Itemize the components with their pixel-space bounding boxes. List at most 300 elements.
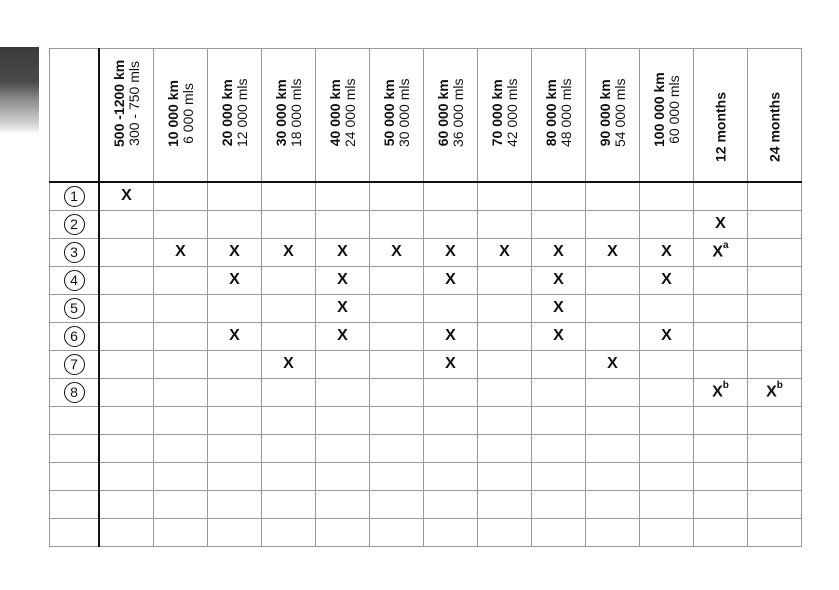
schedule-cell [424, 378, 478, 406]
schedule-cell [154, 266, 208, 294]
schedule-cell [532, 378, 586, 406]
schedule-cell [154, 518, 208, 546]
interval-header-wrap [586, 49, 639, 181]
schedule-cell [154, 462, 208, 490]
schedule-cell [262, 518, 316, 546]
schedule-cell [370, 518, 424, 546]
schedule-cell [478, 238, 532, 266]
interval-primary-label: 50 000 km [380, 79, 397, 147]
schedule-cell [154, 210, 208, 238]
interval-header-text [767, 92, 782, 162]
interval-header-wrap [640, 49, 693, 181]
schedule-cell [478, 182, 532, 210]
schedule-cell [586, 182, 640, 210]
schedule-cell [99, 518, 154, 546]
schedule-cell [478, 294, 532, 322]
row-index-cell [50, 266, 100, 294]
schedule-cell [748, 406, 802, 434]
schedule-cell [478, 406, 532, 434]
interval-header-wrap [370, 49, 423, 181]
table-row [50, 322, 802, 350]
service-mark: X [661, 327, 672, 344]
service-mark: X [445, 355, 456, 372]
schedule-cell [370, 350, 424, 378]
schedule-cell [478, 434, 532, 462]
service-mark: X [607, 355, 618, 372]
interval-header-8 [532, 49, 586, 183]
interval-header-9 [586, 49, 640, 183]
row-index-cell [50, 182, 100, 210]
schedule-cell [370, 182, 424, 210]
table-row [50, 518, 802, 546]
schedule-cell [532, 294, 586, 322]
interval-header-wrap [478, 49, 531, 181]
schedule-cell [316, 182, 370, 210]
schedule-cell [478, 490, 532, 518]
interval-header-text [436, 79, 466, 147]
table-row [50, 294, 802, 322]
interval-header-wrap [316, 49, 369, 181]
interval-primary-label: 24 months [766, 91, 782, 162]
interval-header-10 [640, 49, 694, 183]
interval-primary-label: 70 000 km [488, 79, 505, 147]
schedule-cell [694, 378, 748, 406]
row-index-cell [50, 462, 100, 490]
schedule-cell [316, 266, 370, 294]
schedule-cell [424, 294, 478, 322]
maintenance-schedule-table [49, 48, 802, 547]
schedule-cell [424, 238, 478, 266]
circled-number-icon: 2 [64, 214, 85, 235]
service-mark: X [337, 243, 348, 260]
schedule-cell [748, 462, 802, 490]
schedule-cell [586, 210, 640, 238]
schedule-cell [640, 462, 694, 490]
chapter-tab-marker [0, 47, 39, 134]
footnote-marker: a [723, 240, 729, 252]
schedule-cell [208, 266, 262, 294]
schedule-cell [316, 518, 370, 546]
service-mark: X [337, 327, 348, 344]
schedule-cell [532, 322, 586, 350]
interval-header-text [328, 79, 358, 147]
schedule-cell [262, 294, 316, 322]
schedule-cell [694, 434, 748, 462]
chapter-tab-line [6, 137, 34, 139]
schedule-cell [424, 322, 478, 350]
schedule-cell [748, 490, 802, 518]
schedule-cell [478, 266, 532, 294]
interval-header-text [598, 79, 628, 147]
schedule-cell [424, 350, 478, 378]
schedule-cell [424, 518, 478, 546]
schedule-cell [262, 406, 316, 434]
schedule-cell [586, 406, 640, 434]
service-mark: X [712, 243, 724, 261]
interval-header-wrap [208, 49, 261, 181]
service-mark: X [229, 243, 240, 260]
service-mark: X [553, 299, 564, 316]
schedule-cell [424, 266, 478, 294]
schedule-cell [748, 182, 802, 210]
row-index-cell [50, 350, 100, 378]
schedule-cell [370, 462, 424, 490]
interval-header-4 [316, 49, 370, 183]
schedule-cell [586, 434, 640, 462]
schedule-cell [640, 182, 694, 210]
interval-header-wrap [262, 49, 315, 181]
schedule-cell [262, 266, 316, 294]
service-mark: X [715, 215, 726, 232]
schedule-cell [586, 294, 640, 322]
schedule-cell [586, 462, 640, 490]
schedule-cell [99, 434, 154, 462]
table-row [50, 210, 802, 238]
schedule-cell [99, 406, 154, 434]
schedule-cell [99, 238, 154, 266]
interval-header-7 [478, 49, 532, 183]
schedule-cell [748, 238, 802, 266]
schedule-cell [640, 266, 694, 294]
footnote-marker: b [722, 380, 729, 392]
schedule-cell [262, 434, 316, 462]
schedule-cell [748, 350, 802, 378]
schedule-cell [478, 350, 532, 378]
schedule-cell [316, 406, 370, 434]
schedule-cell [262, 238, 316, 266]
schedule-cell [99, 210, 154, 238]
interval-secondary-label: 42 000 mls [503, 78, 520, 147]
schedule-cell [208, 434, 262, 462]
schedule-cell [532, 266, 586, 294]
schedule-cell [640, 210, 694, 238]
schedule-cell [99, 350, 154, 378]
schedule-cell [154, 294, 208, 322]
table-row [50, 406, 802, 434]
interval-header-3 [262, 49, 316, 183]
interval-header-wrap [748, 49, 801, 181]
row-index-cell [50, 378, 100, 406]
schedule-cell [262, 210, 316, 238]
schedule-cell [370, 294, 424, 322]
service-mark: X [175, 243, 186, 260]
schedule-cell [370, 266, 424, 294]
interval-header-5 [370, 49, 424, 183]
schedule-cell [316, 322, 370, 350]
row-index-cell [50, 406, 100, 434]
schedule-cell [99, 490, 154, 518]
table-row [50, 266, 802, 294]
service-mark: X [337, 271, 348, 288]
schedule-cell [748, 434, 802, 462]
interval-header-1 [154, 49, 208, 183]
interval-primary-label: 100 000 km [650, 72, 667, 147]
schedule-cell [748, 210, 802, 238]
table-row [50, 462, 802, 490]
schedule-cell [694, 350, 748, 378]
schedule-cell [694, 266, 748, 294]
schedule-cell [586, 378, 640, 406]
service-mark: X [607, 243, 618, 260]
service-mark: X [445, 243, 456, 260]
schedule-cell [316, 210, 370, 238]
service-mark: X [229, 327, 240, 344]
schedule-cell [316, 238, 370, 266]
schedule-cell [532, 182, 586, 210]
schedule-cell [208, 350, 262, 378]
schedule-cell [640, 238, 694, 266]
schedule-cell [424, 462, 478, 490]
schedule-cell [316, 434, 370, 462]
schedule-cell [640, 434, 694, 462]
schedule-cell [208, 518, 262, 546]
schedule-cell [748, 378, 802, 406]
circled-number-icon: 4 [64, 270, 85, 291]
schedule-cell [370, 406, 424, 434]
service-mark: X [283, 243, 294, 260]
schedule-cell [694, 210, 748, 238]
schedule-cell [478, 462, 532, 490]
interval-secondary-label: 18 000 mls [287, 78, 304, 147]
table-row [50, 182, 802, 210]
footnote-marker: b [776, 380, 783, 392]
schedule-cell [262, 182, 316, 210]
schedule-cell [694, 322, 748, 350]
schedule-cell [694, 406, 748, 434]
schedule-cell [694, 182, 748, 210]
service-mark: X [445, 327, 456, 344]
schedule-cell [424, 406, 478, 434]
schedule-cell [532, 210, 586, 238]
interval-header-wrap [694, 49, 747, 181]
schedule-cell [640, 378, 694, 406]
circled-number-icon: 8 [64, 382, 85, 403]
schedule-body [50, 182, 802, 546]
circled-number-icon: 1 [64, 186, 85, 207]
schedule-cell [208, 462, 262, 490]
service-mark: X [553, 271, 564, 288]
interval-header-6 [424, 49, 478, 183]
interval-secondary-label: 12 000 mls [233, 78, 250, 147]
schedule-cell [316, 490, 370, 518]
row-index-cell [50, 322, 100, 350]
interval-header-text [544, 79, 574, 147]
schedule-cell [694, 490, 748, 518]
interval-header-2 [208, 49, 262, 183]
schedule-cell [532, 518, 586, 546]
schedule-cell [208, 322, 262, 350]
schedule-cell [370, 378, 424, 406]
schedule-cell [424, 434, 478, 462]
schedule-cell [316, 294, 370, 322]
schedule-cell [99, 182, 154, 210]
schedule-cell [748, 266, 802, 294]
circled-number-icon: 6 [64, 326, 85, 347]
interval-header-text [713, 92, 728, 162]
schedule-cell [262, 350, 316, 378]
row-index-cell [50, 518, 100, 546]
interval-secondary-label: 30 000 mls [395, 78, 412, 147]
schedule-cell [640, 294, 694, 322]
interval-primary-label: 40 000 km [326, 79, 343, 147]
schedule-cell [532, 462, 586, 490]
schedule-cell [154, 406, 208, 434]
schedule-cell [694, 238, 748, 266]
schedule-cell [640, 406, 694, 434]
service-mark: X [121, 187, 132, 205]
schedule-cell [478, 322, 532, 350]
schedule-cell [99, 378, 154, 406]
schedule-cell [316, 378, 370, 406]
schedule-cell [748, 322, 802, 350]
interval-header-text [382, 79, 412, 147]
interval-primary-label: 500 -1200 km [110, 59, 127, 147]
schedule-cell [154, 378, 208, 406]
schedule-cell [532, 406, 586, 434]
interval-header-wrap [154, 49, 207, 181]
schedule-cell [316, 462, 370, 490]
header-corner-cell [50, 49, 100, 183]
service-mark: X [766, 383, 777, 401]
interval-secondary-label: 60 000 mls [665, 75, 682, 144]
schedule-cell [154, 182, 208, 210]
schedule-cell [586, 490, 640, 518]
schedule-cell [694, 294, 748, 322]
row-index-cell [50, 210, 100, 238]
schedule-cell [694, 462, 748, 490]
circled-number-icon: 3 [64, 242, 85, 263]
schedule-cell [208, 406, 262, 434]
service-mark: X [283, 355, 294, 372]
interval-primary-label: 90 000 km [596, 79, 613, 147]
interval-secondary-label: 54 000 mls [611, 78, 628, 147]
schedule-cell [99, 462, 154, 490]
service-mark: X [229, 271, 240, 288]
schedule-cell [586, 350, 640, 378]
interval-header-0 [99, 49, 154, 183]
schedule-cell [262, 462, 316, 490]
schedule-cell [154, 490, 208, 518]
schedule-cell [640, 322, 694, 350]
schedule-cell [208, 294, 262, 322]
service-mark: X [712, 383, 723, 401]
interval-header-11 [694, 49, 748, 183]
row-index-cell [50, 238, 100, 266]
interval-header-text [274, 79, 304, 147]
service-mark: X [553, 327, 564, 344]
schedule-cell [262, 490, 316, 518]
circled-number-icon: 7 [64, 354, 85, 375]
interval-primary-label: 12 months [712, 91, 728, 162]
schedule-cell [586, 322, 640, 350]
interval-header-text [220, 79, 250, 147]
interval-header-wrap [100, 49, 153, 181]
row-index-cell [50, 434, 100, 462]
schedule-cell [208, 378, 262, 406]
schedule-cell [208, 238, 262, 266]
schedule-cell [370, 238, 424, 266]
schedule-cell [262, 378, 316, 406]
interval-header-text [490, 79, 520, 147]
service-mark: X [661, 243, 672, 260]
schedule-cell [99, 322, 154, 350]
interval-secondary-label: 48 000 mls [557, 78, 574, 147]
schedule-cell [370, 210, 424, 238]
schedule-cell [99, 266, 154, 294]
interval-header-text [652, 72, 682, 147]
schedule-cell [262, 322, 316, 350]
schedule-cell [370, 490, 424, 518]
service-mark: X [337, 299, 348, 316]
schedule-cell [370, 322, 424, 350]
schedule-cell [424, 182, 478, 210]
interval-primary-label: 60 000 km [434, 79, 451, 147]
interval-header-12 [748, 49, 802, 183]
schedule-cell [586, 518, 640, 546]
schedule-cell [154, 434, 208, 462]
schedule-cell [640, 518, 694, 546]
service-mark: X [661, 271, 672, 288]
interval-primary-label: 30 000 km [272, 79, 289, 147]
interval-header-text [166, 80, 196, 147]
schedule-cell [694, 518, 748, 546]
interval-header-wrap [532, 49, 585, 181]
schedule-cell [532, 434, 586, 462]
interval-secondary-label: 6 000 mls [179, 83, 196, 144]
table-row [50, 490, 802, 518]
interval-header-text [112, 60, 142, 147]
schedule-cell [424, 210, 478, 238]
schedule-cell [478, 518, 532, 546]
schedule-cell [748, 518, 802, 546]
table-row [50, 238, 802, 266]
schedule-cell [478, 378, 532, 406]
interval-primary-label: 20 000 km [218, 79, 235, 147]
schedule-cell [640, 490, 694, 518]
row-index-cell [50, 294, 100, 322]
interval-secondary-label: 300 - 750 mls [125, 61, 142, 146]
service-mark: X [391, 243, 402, 260]
schedule-cell [99, 294, 154, 322]
interval-secondary-label: 36 000 mls [449, 78, 466, 147]
schedule-cell [532, 350, 586, 378]
schedule-cell [154, 238, 208, 266]
schedule-cell [532, 490, 586, 518]
interval-primary-label: 10 000 km [164, 80, 181, 147]
schedule-cell [154, 350, 208, 378]
service-mark: X [499, 243, 510, 260]
table-row [50, 378, 802, 406]
schedule-cell [208, 182, 262, 210]
schedule-cell [208, 210, 262, 238]
schedule-cell [208, 490, 262, 518]
schedule-cell [424, 490, 478, 518]
schedule-cell [532, 238, 586, 266]
interval-secondary-label: 24 000 mls [341, 78, 358, 147]
row-index-cell [50, 490, 100, 518]
schedule-cell [586, 266, 640, 294]
circled-number-icon: 5 [64, 298, 85, 319]
schedule-cell [748, 294, 802, 322]
header-row [50, 49, 802, 183]
interval-primary-label: 80 000 km [542, 79, 559, 147]
service-mark: X [445, 271, 456, 288]
table-row [50, 350, 802, 378]
table-row [50, 434, 802, 462]
schedule-cell [316, 350, 370, 378]
schedule-cell [370, 434, 424, 462]
schedule-cell [478, 210, 532, 238]
